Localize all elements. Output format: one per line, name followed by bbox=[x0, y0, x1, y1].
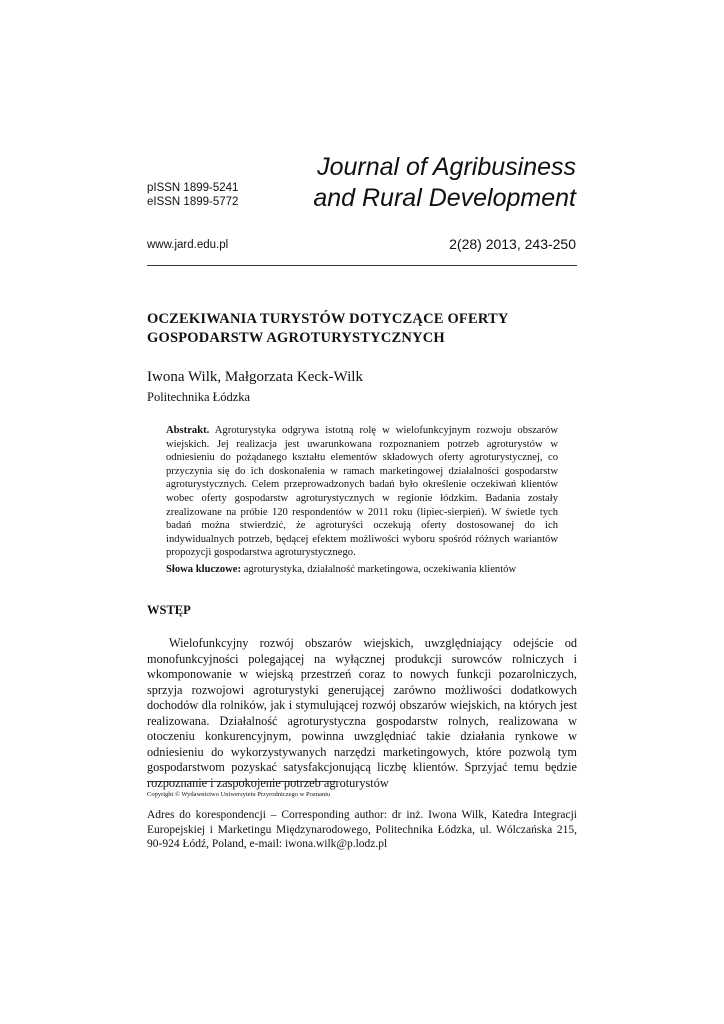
article-title-line1: OCZEKIWANIA TURYSTÓW DOTYCZĄCE OFERTY bbox=[147, 311, 509, 327]
journal-url: www.jard.edu.pl bbox=[147, 239, 229, 251]
journal-title-line1: Journal of Agribusiness bbox=[317, 153, 576, 181]
body-paragraph: Wielofunkcyjny rozwój obszarów wiejskich, uwzględniający odejście od monofunkcyjności polegającej na wyłącznej produkcji surowców rolniczych i wkomponowanie w wiejską przestrzeń coraz to nowych funkcji pozarolniczych, sprzyja rozwojowi agroturystyki generującej zarówno możliwości dodatkowych dochodów dla rolników, jak i stymulującej rozwój obszarów wiejskich, na których jest realizowana. Działalność agroturystyczna gospodarstw rolnych, realizowana w otoczeniu konkurencyjnym, powinna uwzględniać takie działania rynkowe w odniesieniu do wykorzystywanych narzędzi marketingowych, które pozwolą tym gospodarstwom pozyskać satysfakcjonującą liczbę klientów. Sprzyjać temu będzie rozpoznanie i zaspokojenie potrzeb agroturystów bbox=[147, 636, 577, 790]
keywords-label: Słowa kluczowe: bbox=[166, 564, 242, 575]
abstract-text: Agroturystyka odgrywa istotną rolę w wielofunkcyjnym rozwoju obszarów wiejskich. Jej realizacja jest uwarunkowana rozpoznaniem potrzeb agroturystów w odniesieniu do pożądanego kształtu elementów składowych oferty agroturystycznej, co przyczynia się do ich doskonalenia w ramach marketingowej działalności gospodarstw agroturystycznych. Celem przeprowadzonych badań było określenie oczekiwań klientów wobec oferty gospodarstw agroturystycznych w regionie łódzkim. Badania zostały zrealizowane na próbie 120 respondentów w 2011 roku (lipiec-sierpień). W świetle tych badań można stwierdzić, że agroturyści oczekują oferty dostosowanej do ich indywidualnych potrzeb, będącej efektem możliwości wyboru spośród różnych wariantów propozycji gospodarstwa agroturystycznego. bbox=[166, 425, 558, 559]
abstract-label: Abstrakt. bbox=[166, 425, 210, 436]
copyright-note: Copyright © Wydawnictwo Uniwersytetu Przyrodniczego w Poznaniu bbox=[147, 791, 331, 798]
issn-block bbox=[147, 181, 238, 209]
section-heading: WSTĘP bbox=[147, 603, 191, 617]
footnote-divider bbox=[147, 781, 337, 782]
abstract bbox=[166, 424, 558, 560]
authors: Iwona Wilk, Małgorzata Keck-Wilk bbox=[147, 369, 363, 385]
correspondence-address: Adres do korespondencji – Corresponding author: dr inż. Iwona Wilk, Katedra Integracji Europejskiej i Marketingu Międzynarodowego, Politechnika Łódzka, ul. Wólczańska 215, 90-924 Łódź, Poland, e-mail: iwona.wilk@p.lodz.pl bbox=[147, 809, 577, 850]
affiliation: Politechnika Łódzka bbox=[147, 390, 251, 404]
keywords-text: agroturystyka, działalność marketingowa, oczekiwania klientów bbox=[243, 564, 517, 575]
pissn: pISSN 1899-5241 bbox=[147, 182, 239, 194]
article-title bbox=[147, 310, 577, 348]
journal-title bbox=[313, 152, 576, 214]
header-divider bbox=[147, 265, 577, 266]
issue-info: 2(28) 2013, 243-250 bbox=[449, 236, 576, 252]
journal-title-line2: and Rural Development bbox=[313, 184, 576, 212]
article-title-line2: GOSPODARSTW AGROTURYSTYCZNYCH bbox=[147, 330, 445, 346]
eissn: eISSN 1899-5772 bbox=[147, 196, 239, 208]
keywords bbox=[166, 564, 558, 575]
